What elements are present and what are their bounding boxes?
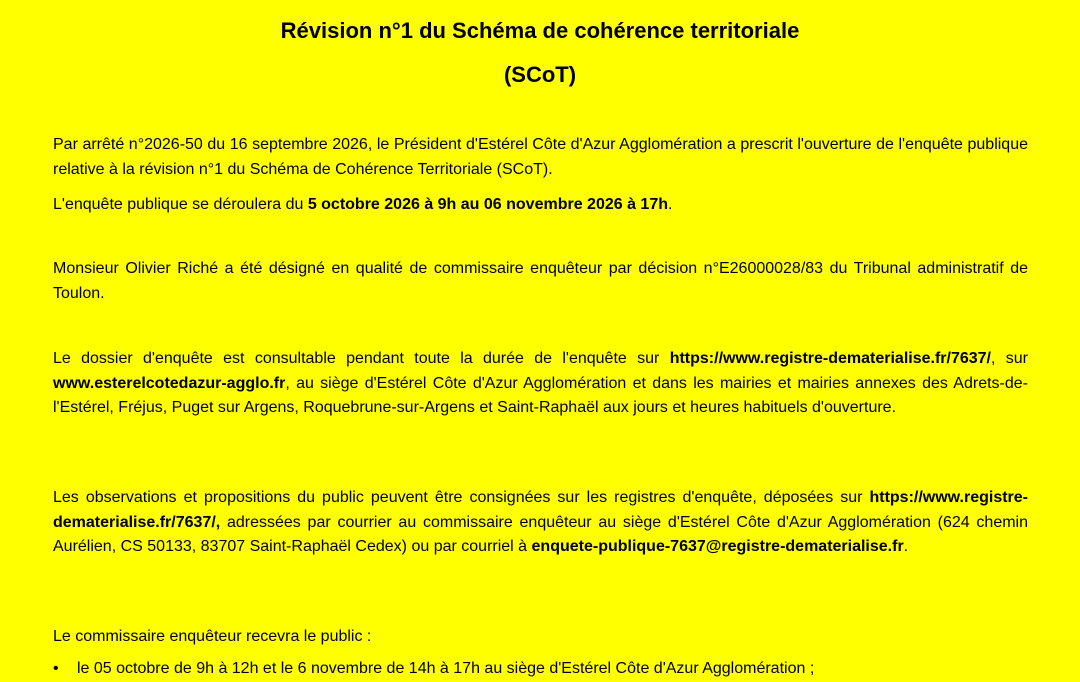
permanences-intro-text: Le commissaire enquêteur recevra le public : [53,628,372,645]
email-link[interactable]: enquete-publique-7637@registre-dematerialise.fr [531,538,904,555]
dates-prefix: L'enquête publique se déroulera du [53,196,308,213]
registre-link[interactable]: https://www.registre-dematerialise.fr/7637/ [669,350,991,367]
commissaire-text: Monsieur Olivier Riché a été désigné en qualité de commissaire enquêteur par décision n°E26000028/83 du Tribunal administratif de Toulon. [53,260,1028,302]
observations-text-3: . [903,538,909,555]
enquete-dates: 5 octobre 2026 à 9h au 06 novembre 2026 à 17h [307,196,668,213]
observations-text-1: Les observations et propositions du public peuvent être consignées sur les registres d'enquête, déposées sur [53,489,870,506]
page-subtitle: (SCoT) [503,62,577,87]
observations-paragraph [53,486,1028,560]
dossier-text-1: Le dossier d'enquête est consultable pendant toute la durée de l'enquête sur [53,350,670,367]
dossier-paragraph [53,347,1028,421]
dossier-text-3: , au siège d'Estérel Côte d'Azur Agglomération et dans les mairies et mairies annexes des Adrets-de-l'Estérel, Fréjus, Puget sur Argens, Roquebrune-sur-Argens et Saint-Raphaël aux jours et heures habituels d'ouverture. [53,374,1028,416]
permanence-text: le 05 octobre de 9h à 12h et le 6 novembre de 14h à 17h au siège d'Estérel Côte d'Azur Agglomération ; [77,660,815,677]
arrete-paragraph [53,133,1028,182]
arrete-text: Par arrêté n°2026-50 du 16 septembre 2026, le Président d'Estérel Côte d'Azur Agglomération a prescrit l'ouverture de l'enquête publique relative à la révision n°1 du Schéma de Cohérence Territoriale (SCoT). [53,136,1028,178]
dates-suffix: . [668,196,673,213]
dates-paragraph [53,193,1028,218]
registre-link-2[interactable]: https://www.registre-dematerialise.fr/7637/, [53,489,1028,531]
permanences-intro [53,625,1028,650]
dossier-text-2: , sur [991,350,1029,367]
page-title: Révision n°1 du Schéma de cohérence territoriale [280,18,800,43]
observations-text-2: adressées par courrier au commissaire enquêteur au siège d'Estérel Côte d'Azur Agglomération (624 chemin Aurélien, CS 50133, 83707 Saint-Raphaël Cedex) ou par courriel à [53,513,1028,555]
agglo-website-link[interactable]: www.esterelcotedazur-agglo.fr [53,374,286,392]
bullet-icon: • [53,660,59,677]
commissaire-paragraph [53,257,1028,306]
